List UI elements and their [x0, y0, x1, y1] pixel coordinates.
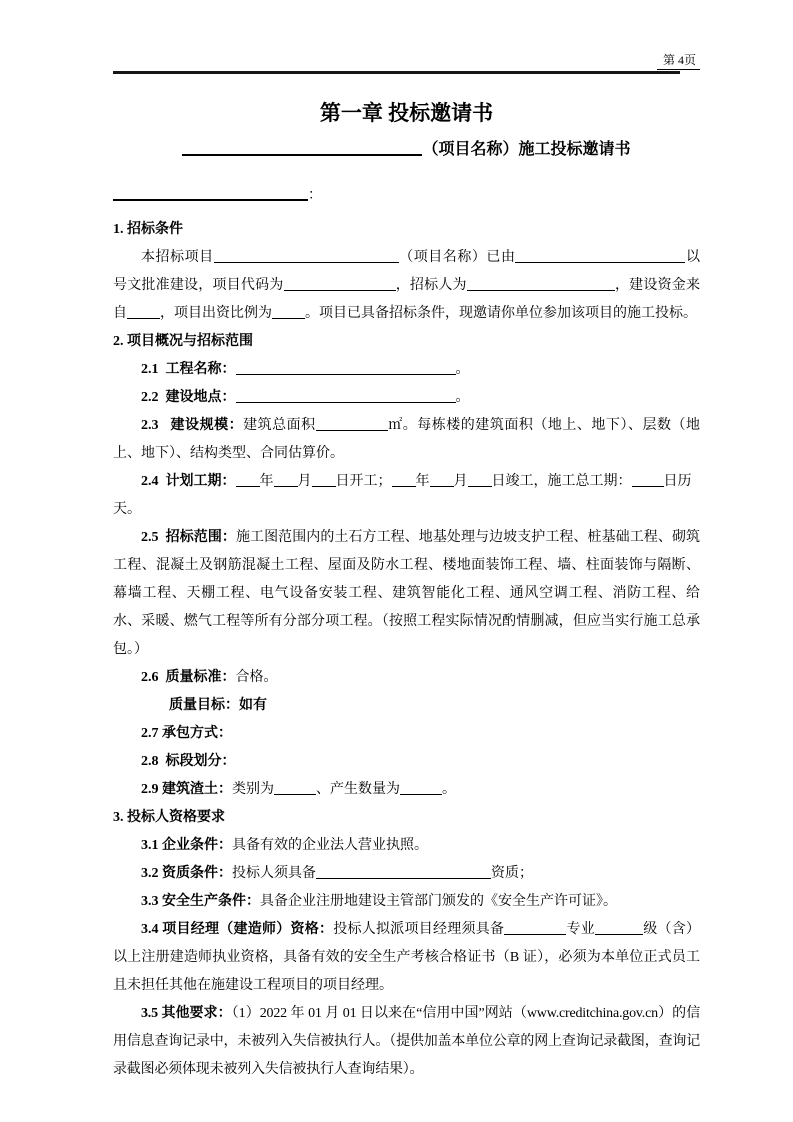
clause-2-7 [113, 720, 700, 748]
text-run: 2.8 标段划分： [141, 754, 236, 769]
text-run: 2.4 计划工期： [141, 474, 236, 489]
text-run: 3.3 安全生产条件： [141, 894, 260, 909]
text-run: 3.2 资质条件： [141, 866, 232, 881]
clause-2-6 [113, 664, 700, 692]
clause-2-6-quality-goal [113, 692, 700, 720]
clause-3-1 [113, 832, 700, 860]
text-run: 类别为 [232, 782, 274, 797]
clause-2-3 [113, 412, 700, 468]
clause-2-2 [113, 384, 700, 412]
clause-2-5 [113, 524, 700, 664]
clause-1-intro [113, 244, 700, 328]
fill-in-blank [312, 485, 336, 487]
text-run: 日历天。 [113, 474, 692, 517]
fill-in-blank [504, 933, 566, 935]
clause-2-4 [113, 468, 700, 524]
clause-2-8 [113, 748, 700, 776]
text-run: 建筑总面积 [243, 418, 316, 433]
fill-in-blank [214, 261, 399, 263]
text-run: 年 [259, 474, 274, 489]
text-run: 日开工； [335, 474, 392, 489]
fill-in-blank [468, 485, 492, 487]
fill-in-blank [515, 261, 685, 263]
text-run: 资质； [491, 866, 533, 881]
text-run: 、产生数量为 [316, 782, 400, 797]
salutation-colon: ： [308, 188, 322, 203]
clause-3-3 [113, 888, 700, 916]
fill-in-blank [430, 485, 454, 487]
text-run: 2.5 招标范围： [141, 530, 236, 545]
fill-in-blank [236, 401, 456, 403]
text-run: 专业 [566, 922, 595, 937]
fill-in-blank [236, 485, 260, 487]
salutation-line [113, 182, 700, 210]
fill-in-blank [113, 198, 308, 201]
text-run: 2.6 质量标准： [141, 670, 236, 685]
fill-in-blank [316, 877, 491, 879]
fill-in-blank [595, 933, 643, 935]
text-run: 2.3 建设规模： [141, 418, 244, 433]
text-run: 具备企业注册地建设主管部门颁发的《安全生产许可证》。 [260, 894, 617, 909]
section-1-heading: 1. 招标条件 [113, 222, 183, 237]
text-run: 质量目标：如有 [169, 698, 267, 713]
text-run: 日竣工，施工总工期： [491, 474, 632, 489]
text-run: 2.1 工程名称： [141, 362, 236, 377]
fill-in-blank [274, 793, 316, 795]
text-run: 。项目已具备招标条件，现邀请你单位参加该项目的施工投标。 [305, 306, 697, 321]
subtitle-text: （项目名称）施工投标邀请书 [422, 141, 631, 158]
text-run: ，招标人为 [395, 278, 467, 293]
document-body [113, 216, 700, 1084]
text-run: 2.2 建设地点： [141, 390, 236, 405]
text-run: 投标人须具备 [232, 866, 316, 881]
clause-2-1 [113, 356, 700, 384]
clause-2-9 [113, 776, 700, 804]
text-run: 3.4 项目经理（建造师）资格： [141, 922, 334, 937]
text-run: 。 [455, 362, 470, 377]
fill-in-blank [400, 793, 442, 795]
text-run: 具备有效的企业法人营业执照。 [232, 838, 428, 853]
text-run: 3.5 其他要求： [141, 1006, 232, 1021]
section-3-heading: 3. 投标人资格要求 [113, 810, 225, 825]
fill-in-blank [467, 289, 615, 291]
fill-in-blank [236, 373, 456, 375]
text-run: 本招标项目 [141, 250, 214, 265]
text-run: ，建设资金来自 [113, 278, 700, 321]
clause-3-2 [113, 860, 700, 888]
fill-in-blank [272, 317, 305, 319]
fill-in-blank [392, 485, 416, 487]
page-number: 第 4页 [657, 53, 700, 70]
fill-in-blank [127, 317, 160, 319]
header-rule [113, 71, 680, 74]
fill-in-blank [274, 485, 298, 487]
section-2-heading: 2. 项目概况与招标范围 [113, 334, 253, 349]
text-run: ㎡。每栋楼的建筑面积（地上、地下）、层数（地上、地下）、结构类型、合同估算价。 [113, 418, 701, 461]
text-run: 月 [453, 474, 468, 489]
text-run: 级（含）以上注册建造师执业资格，具备有效的安全生产考核合格证书（B 证），必须为本单位正式员工且未担任其他在施建设工程项目的项目经理。 [113, 922, 700, 993]
text-run: 2.9 建筑渣土： [141, 782, 232, 797]
text-run: 月 [297, 474, 312, 489]
text-run: 投标人拟派项目经理须具备 [333, 922, 505, 937]
text-run: ，项目出资比例为 [160, 306, 272, 321]
fill-in-blank [182, 153, 422, 156]
text-run: 。 [442, 782, 456, 797]
fill-in-blank [284, 289, 396, 291]
text-run: 年 [415, 474, 430, 489]
page-header [113, 0, 700, 74]
document-subtitle [113, 138, 700, 162]
text-run: 2.7 承包方式： [141, 726, 232, 741]
text-run: （1）2022 年 01 月 01 日以来在“信用中国”网站（www.creditchina.gov.cn）的信用信息查询记录中，未被列入失信被执行人。（提供加盖本单位公章的网上查询记录截图，查询记录截图必须体现未被列入失信被执行人查询结果）。 [113, 1006, 701, 1077]
text-run: 。 [455, 390, 470, 405]
fill-in-blank [316, 429, 388, 431]
text-run: 以号文批准建设，项目代码为 [113, 250, 701, 293]
text-run: （项目名称）已由 [398, 250, 516, 265]
text-run: 施工图范围内的土石方工程、地基处理与边坡支护工程、桩基础工程、砌筑工程、混凝土及钢筋混凝土工程、屋面及防水工程、楼地面装饰工程、墙、柱面装饰与隔断、幕墙工程、天棚工程、电气设备安装工程、建筑智能化工程、通风空调工程、消防工程、给水、采暖、燃气工程等所有分部分项工程。（按照工程实际情况酌情删减，但应当实行施工总承包。） [113, 530, 701, 657]
chapter-title: 第一章 投标邀请书 [319, 101, 494, 125]
clause-3-4 [113, 916, 700, 1000]
text-run: 合格。 [235, 670, 278, 685]
fill-in-blank [632, 485, 664, 487]
clause-3-5 [113, 1000, 700, 1084]
text-run: 3.1 企业条件： [141, 838, 232, 853]
